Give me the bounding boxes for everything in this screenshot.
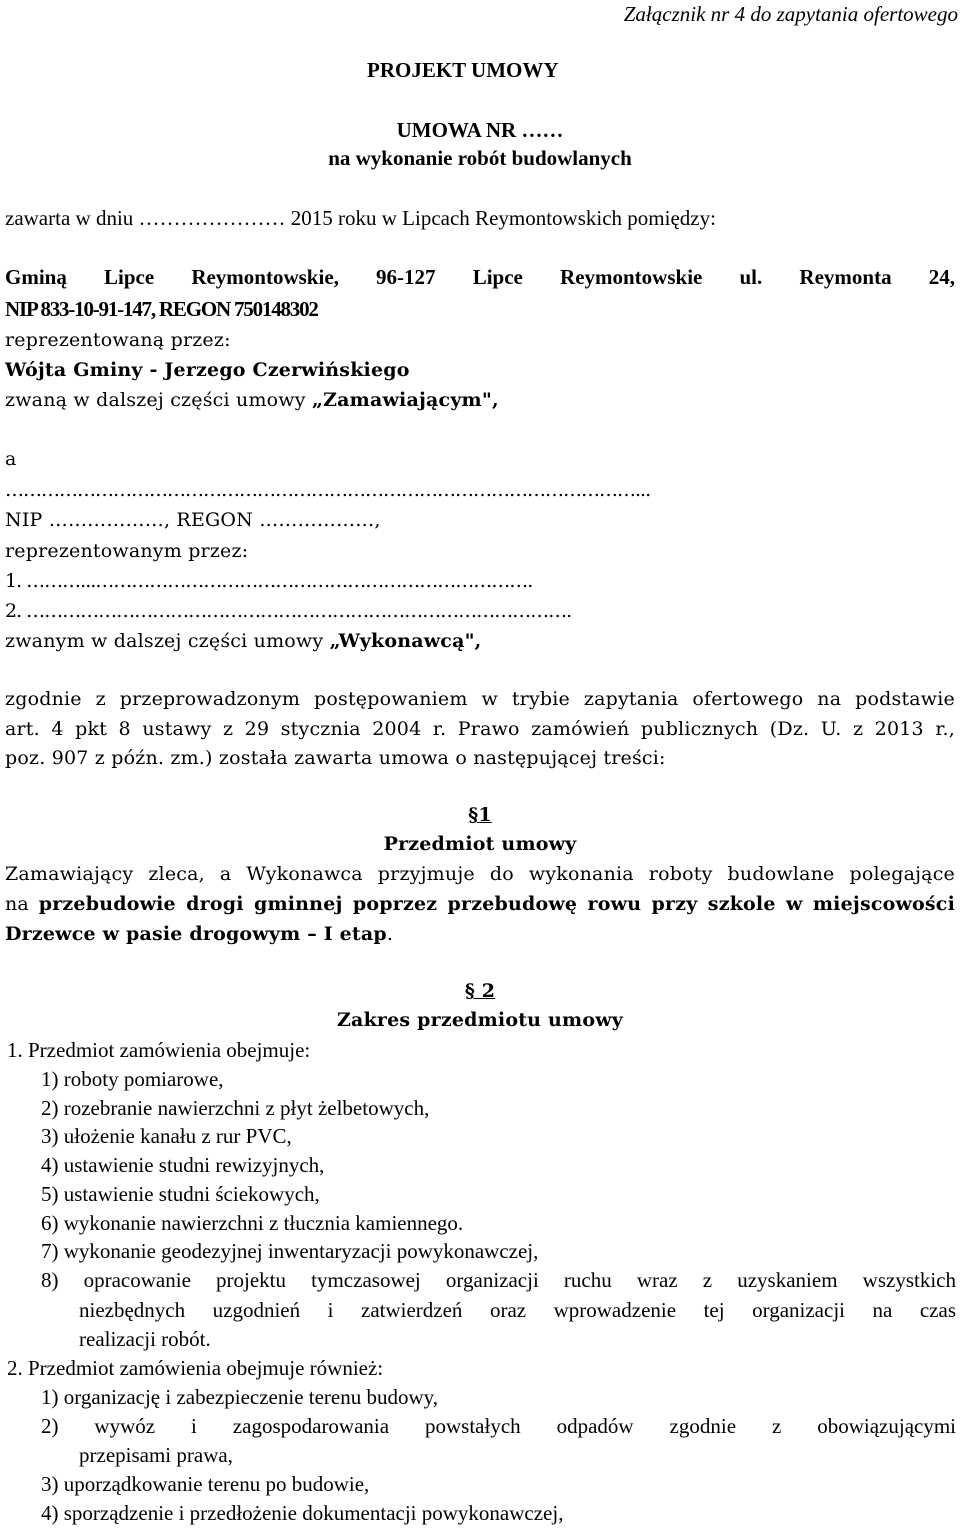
section-1-line-3-suffix: . bbox=[386, 923, 394, 945]
annex-label: Załącznik nr 4 do zapytania ofertowego bbox=[623, 2, 958, 26]
section-2-p1-item: 1) roboty pomiarowe, bbox=[41, 1067, 224, 1091]
section-2-p1-item: 6) wykonanie nawierzchni z tłucznia kamiennego. bbox=[41, 1211, 464, 1235]
party2-represented: reprezentowanym przez: bbox=[5, 540, 249, 562]
section-1-line-2-prefix: na bbox=[5, 893, 39, 915]
section-2-p2-item: 3) uporządkowanie terenu po budowie, bbox=[41, 1472, 370, 1496]
section-2-p1-item: 7) wykonanie geodezyjnej inwentaryzacji powykonawczej, bbox=[41, 1239, 539, 1263]
section-2-number bbox=[0, 982, 960, 1001]
party2-called bbox=[5, 632, 482, 651]
party2-nip-line: NIP ………………, REGON ………………, bbox=[5, 509, 381, 531]
section-2-point-2: 2. Przedmiot zamówienia obejmuje również: bbox=[7, 1356, 384, 1380]
legal-basis-line-2: art. 4 pkt 8 ustawy z 29 stycznia 2004 r. Prawo zamówień publicznych (Dz. U. z 2013 r., bbox=[5, 718, 955, 740]
section-1-line-2 bbox=[5, 895, 955, 914]
party2-rep1: 1. ………...………………………………………………………………. bbox=[5, 570, 533, 592]
party2-rep2: 2. ………………………………………………………………………………. bbox=[5, 600, 572, 622]
legal-basis-line-1: zgodnie z przeprowadzonym postępowaniem w trybie zapytania ofertowego na podstawie bbox=[5, 688, 955, 710]
party2-dots-line: ……………………………………………………………………………………………... bbox=[5, 479, 651, 501]
contract-subject: na wykonanie robót budowlanych bbox=[328, 146, 632, 170]
section-2-p1-item-continued: realizacji robót. bbox=[79, 1327, 211, 1351]
section-1-line-1: Zamawiający zleca, a Wykonawca przyjmuje do wykonania roboty budowlane polegające bbox=[5, 863, 955, 885]
section-1-line-3-bold: Drzewce w pasie drogowym – I etap bbox=[5, 923, 387, 945]
section-1-title: Przedmiot umowy bbox=[383, 833, 577, 855]
contract-number: UMOWA NR …… bbox=[396, 118, 564, 142]
party2-a: a bbox=[5, 448, 17, 470]
party1-nip-line: NIP 833-10-91-147, REGON 750148302 bbox=[5, 297, 318, 321]
section-2-title: Zakres przedmiotu umowy bbox=[336, 1009, 623, 1031]
party1-called bbox=[5, 391, 499, 410]
party2-called-prefix: zwanym w dalszej części umowy bbox=[5, 630, 330, 652]
party1-called-bold: „Zamawiającym", bbox=[311, 389, 499, 411]
project-heading: PROJEKT UMOWY bbox=[367, 58, 559, 82]
section-2-p2-item: 4) sporządzenie i przedłożenie dokumentacji powykonawczej, bbox=[41, 1501, 564, 1525]
section-2-p1-item: 4) ustawienie studni rewizyjnych, bbox=[41, 1153, 325, 1177]
section-1-line-2-bold: przebudowie drogi gminnej poprzez przebudowę rowu przy szkole w miejscowości bbox=[38, 893, 955, 915]
section-2-p1-item: 2) rozebranie nawierzchni z płyt żelbetowych, bbox=[41, 1096, 430, 1120]
section-2-p2-item: 1) organizację i zabezpieczenie terenu budowy, bbox=[41, 1385, 439, 1409]
party1-represented: reprezentowaną przez: bbox=[5, 329, 231, 351]
section-2-point-1: 1. Przedmiot zamówienia obejmuje: bbox=[7, 1038, 311, 1062]
party1-rep-name: Wójta Gminy - Jerzego Czerwińskiego bbox=[5, 359, 410, 381]
party1-called-prefix: zwaną w dalszej części umowy bbox=[5, 389, 312, 411]
section-2-p1-item: 5) ustawienie studni ściekowych, bbox=[41, 1182, 320, 1206]
section-2-p1-item: 8) opracowanie projektu tymczasowej organizacji ruchu wraz z uzyskaniem wszystkich bbox=[41, 1268, 956, 1292]
section-2-p2-item: 2) wywóz i zagospodarowania powstałych odpadów zgodnie z obowiązującymi bbox=[41, 1414, 956, 1438]
party2-called-bold: „Wykonawcą", bbox=[329, 630, 482, 652]
legal-basis-line-3: poz. 907 z późn. zm.) została zawarta umowa o następującej treści: bbox=[5, 747, 666, 769]
intro-line: zawarta w dniu ………………… 2015 roku w Lipcach Reymontowskich pomiędzy: bbox=[5, 206, 716, 230]
section-2-number-text: § 2 bbox=[464, 980, 496, 1002]
section-1-number: §1 bbox=[468, 804, 492, 826]
section-2-p1-item-continued: niezbędnych uzgodnień i zatwierdzeń oraz wprowadzenie tej organizacji na czas bbox=[79, 1298, 956, 1322]
section-1-line-3 bbox=[5, 925, 393, 944]
party1-name-line: Gminą Lipce Reymontowskie, 96-127 Lipce Reymontowskie ul. Reymonta 24, bbox=[5, 265, 955, 289]
section-2-p2-item-continued: przepisami prawa, bbox=[79, 1443, 233, 1467]
section-2-p1-item: 3) ułożenie kanału z rur PVC, bbox=[41, 1124, 292, 1148]
